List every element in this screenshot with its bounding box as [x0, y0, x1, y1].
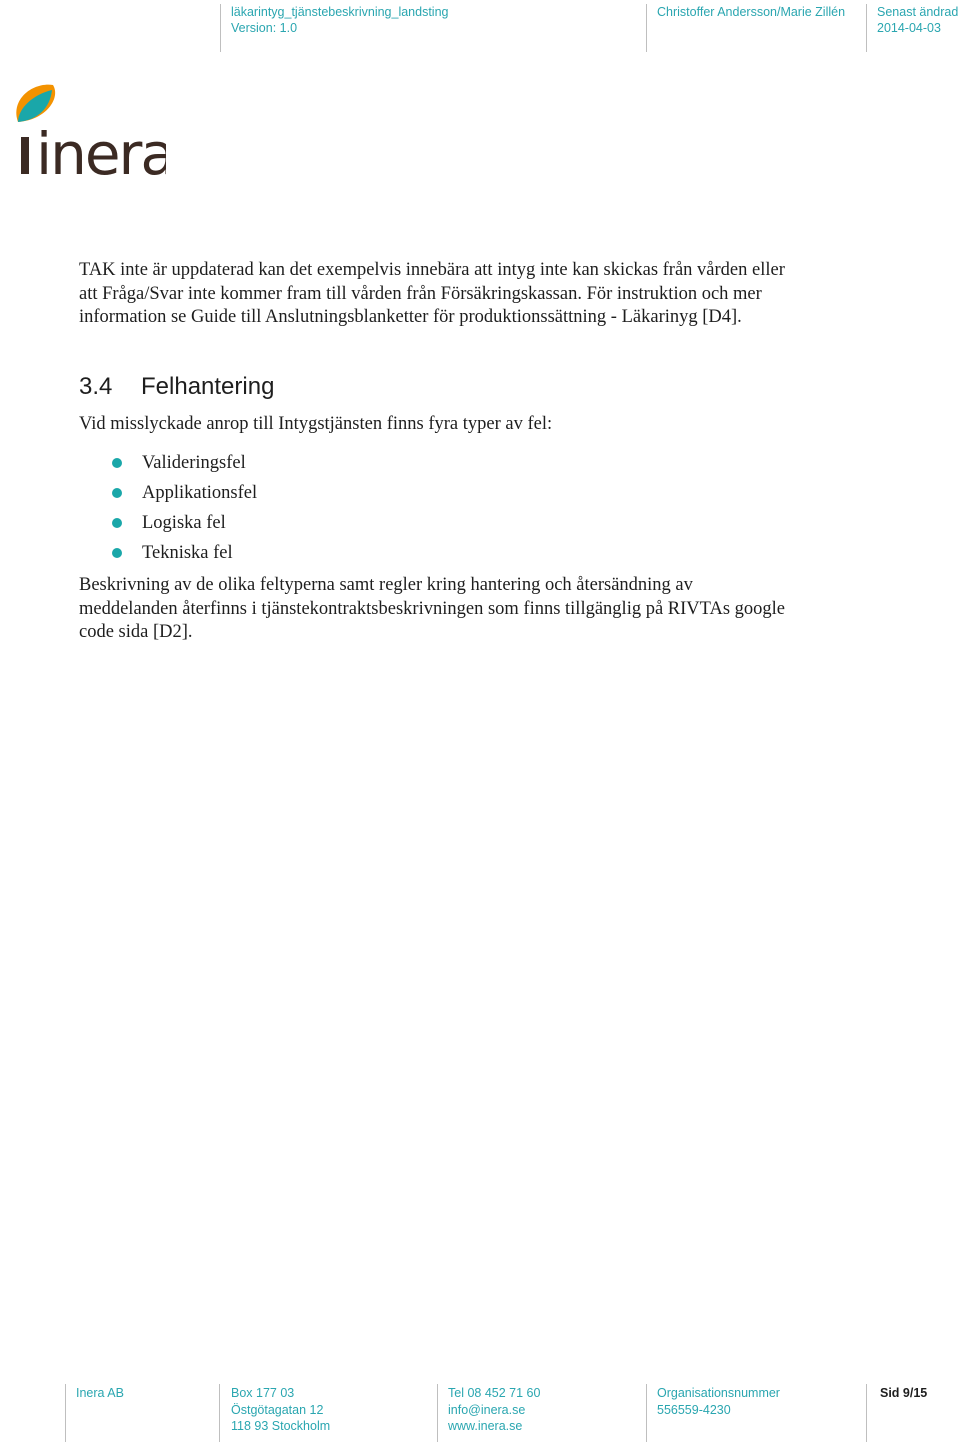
- logo-wordmark: inera: [36, 120, 166, 182]
- contact-website: www.inera.se: [448, 1419, 523, 1433]
- section-title: Felhantering: [141, 373, 275, 400]
- closing-line: code sida [D2].: [79, 622, 193, 642]
- bullet-icon: [112, 548, 122, 558]
- header-authors: [657, 4, 862, 52]
- closing-line: Beskrivning av de olika feltyperna samt regler kring hantering och återsändning av: [79, 575, 693, 595]
- header-divider-2: [646, 4, 647, 52]
- footer-contact: [448, 1385, 540, 1435]
- bullet-icon: [112, 488, 122, 498]
- org-label: Organisationsnummer: [657, 1386, 780, 1400]
- authors: Christoffer Andersson/Marie Zillén: [657, 5, 846, 19]
- lead-sentence: [79, 413, 879, 437]
- footer-divider-1: [65, 1384, 66, 1442]
- header-last-changed: [877, 4, 960, 52]
- org-number: 556559-4230: [657, 1402, 731, 1417]
- footer-divider-4: [646, 1384, 647, 1442]
- address-line: Östgötagatan 12: [231, 1402, 324, 1417]
- closing-paragraph: [79, 574, 879, 645]
- contact-phone: Tel 08 452 71 60: [448, 1386, 541, 1400]
- footer-divider-3: [437, 1384, 438, 1442]
- footer-divider-2: [219, 1384, 220, 1442]
- header-document-info: [231, 4, 641, 52]
- lead-text: Vid misslyckade anrop till Intygstjänsten finns fyra typer av fel:: [79, 414, 553, 434]
- page-number: Sid 9/15: [880, 1386, 928, 1400]
- address-line: 118 93 Stockholm: [231, 1419, 331, 1433]
- error-type-label: Tekniska fel: [142, 543, 233, 563]
- header-divider-1: [220, 4, 221, 52]
- company-name: Inera AB: [76, 1386, 124, 1400]
- bullet-icon: [112, 458, 122, 468]
- bullet-icon: [112, 518, 122, 528]
- inera-logo-graphic: [6, 82, 166, 182]
- intro-line: TAK inte är uppdaterad kan det exempelvis innebära att intyg inte kan skickas från vården eller: [79, 260, 785, 280]
- intro-paragraph: [79, 259, 879, 330]
- section-number: 3.4: [79, 373, 113, 400]
- error-type-label: Applikationsfel: [142, 483, 258, 503]
- closing-line: meddelanden återfinns i tjänstekontraktsbeskrivningen som finns tillgänglig på RIVTAs google: [79, 598, 786, 619]
- footer-org: [657, 1385, 780, 1418]
- error-type-label: Valideringsfel: [142, 453, 246, 473]
- footer-address: [231, 1385, 330, 1435]
- document-version: Version: 1.0: [231, 21, 298, 35]
- error-type-label: Logiska fel: [142, 513, 226, 533]
- section-heading: [79, 373, 274, 401]
- last-changed-label: Senast ändrad: [877, 5, 959, 19]
- footer-page-number: [880, 1385, 927, 1402]
- document-name: läkarintyg_tjänstebeskrivning_landsting: [231, 5, 449, 19]
- last-changed-date: 2014-04-03: [877, 21, 941, 35]
- contact-email: info@inera.se: [448, 1402, 526, 1417]
- intro-line: att Fråga/Svar inte kommer fram till vården från Försäkringskassan. För instruktion och mer: [79, 283, 762, 304]
- footer-company: [76, 1385, 124, 1402]
- address-line: Box 177 03: [231, 1386, 295, 1400]
- header-divider-3: [866, 4, 867, 52]
- inera-logo: [6, 82, 166, 182]
- footer-divider-5: [866, 1384, 867, 1442]
- intro-line: information se Guide till Anslutningsblanketter för produktionssättning - Läkarinyg [D4].: [79, 307, 742, 327]
